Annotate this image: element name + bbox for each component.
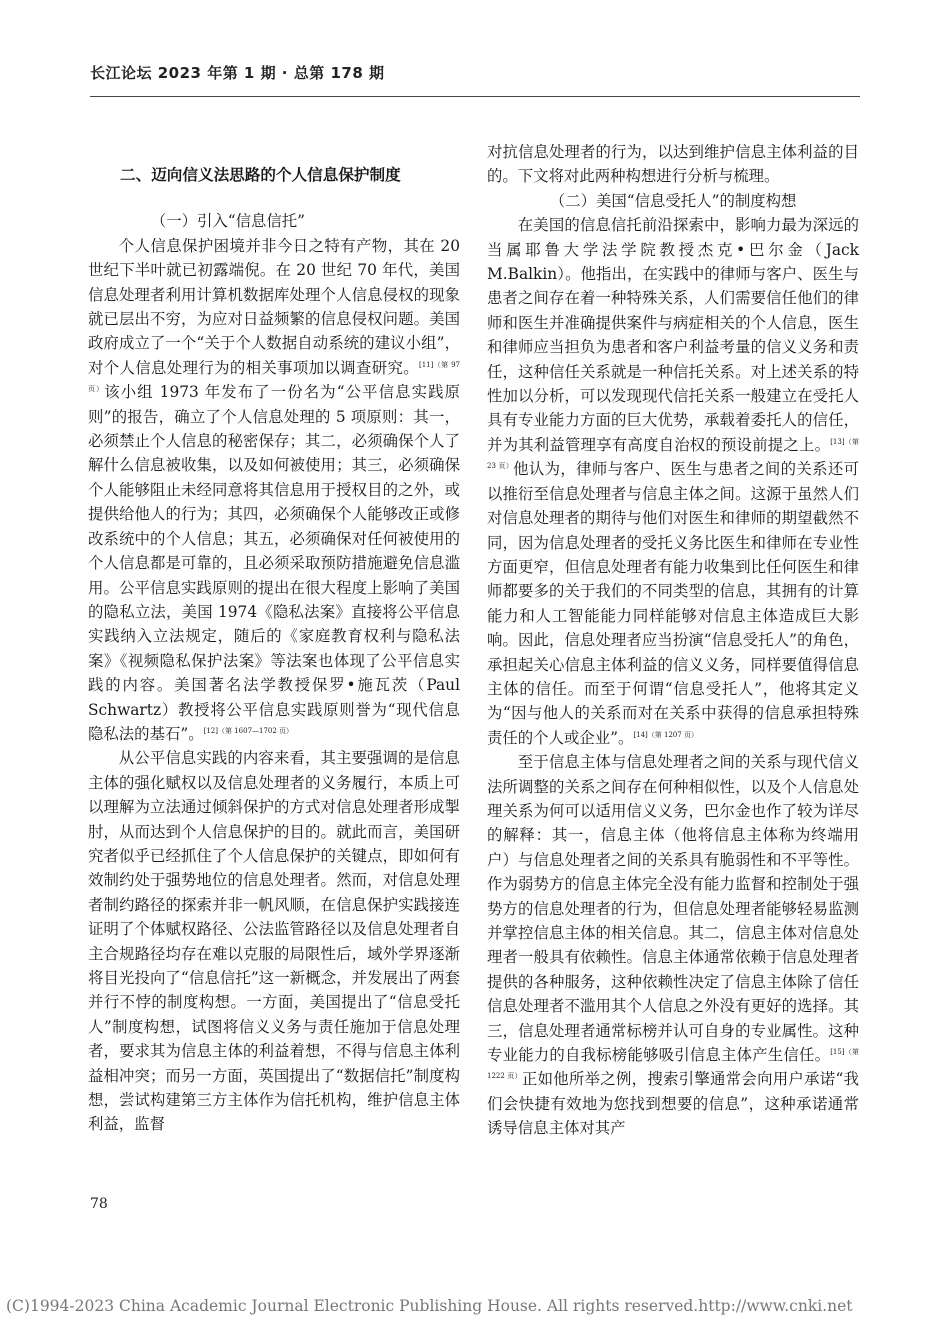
copyright-notice: (C)1994-2023 China Academic Journal Electronic Publishing House. All rights reserved.: [6, 1297, 699, 1315]
citation: [15]（第 1222 页）: [487, 1048, 859, 1081]
footer: [6, 1297, 944, 1315]
subsection-title: （一）引入“信息信托”: [150, 212, 306, 231]
subsection-title: （二）美国“信息受托人”的制度构想: [549, 191, 797, 210]
paragraph-text: 该小组 1973 年发布了一份名为“公平信息实践原则”的报告，确立了个人信息处理的 5 项原则：其一，必须禁止个人信息的秘密保存；其二，必须确保个人了解什么信息被收集，以及如何被使用；其三，必须确保个人能够阻止未经同意将其信息用于授权目的之外，或提供给他人的行为；其四，必须确保个人能够改正或修改系统中的个人信息；其五，必须确保对任何被使用的个人信息都是可靠的，且必须采取预防措施避免信息滥用。公平信息实践原则的提出在很大程度上影响了美国的隐私立法，美国 1974《隐私法案》直接将公平信息实践纳入立法规定，随后的《家庭教育权利与隐私法案》《视频隐私保护法案》等法案也体现了公平信息实践的内容。美国著名法学教授保罗•施瓦茨（Paul Schwartz）教授将公平信息实践原则誉为“现代信息隐私法的基石”。: [88, 383, 461, 743]
section-title: 二、迈向信义法思路的个人信息保护制度: [120, 166, 401, 184]
citation: [14]（第 1207 页）: [633, 730, 699, 739]
paragraph: [487, 213, 859, 750]
paragraph-text: 他认为，律师与客户、医生与患者之间的关系还可以推衍至信息处理者与信息主体之间。这源于虽然人们对信息处理者的期待与他们对医生和律师的期望截然不同，因为信息处理者的受托义务比医生和律师在专业性方面更窄，但信息处理者有能力收集到比任何医生和律师都要多的关于我们的不同类型的信息，其拥有的计算能力和人工智能能力同样能够对信息主体造成巨大影响。因此，信息处理者应当扮演“信息受托人”的角色，承担起关心信息主体利益的信义义务，同样要值得信息主体的信任。而至于何谓“信息受托人”，他将其定义为“因与他人的关系而对在关系中获得的信息承担特殊责任的个人或企业”。: [487, 460, 859, 747]
right-column: [487, 140, 859, 1141]
paragraph-text: 正如他所举之例，搜索引擎通常会向用户承诺“我们会快捷有效地为您找到想要的信息”，这种承诺通常诱导信息主体对其产: [487, 1070, 859, 1138]
left-column: [88, 163, 460, 1137]
paragraph: [88, 234, 460, 747]
citation: [11]（第 97 页）: [88, 360, 460, 394]
paragraph-text: 在美国的信息信托前沿探索中，影响力最为深远的当属耶鲁大学法学院教授杰克•巴尔金（Jack M.Balkin）。他指出，在实践中的律师与客户、医生与患者之间存在着一种特殊关系，人们需要信任他们的律师和医生并准确提供案件与病症相关的个人信息，医生和律师应当担负为患者和客户利益考量的信义义务和责任，这种信任关系就是一种信托关系。对上述关系的特性加以分析，可以发现现代信托关系一般建立在受托人具有专业能力方面的巨大优势，承载着委托人的信任，并为其利益管理享有高度自治权的预设前提之上。: [487, 216, 859, 454]
citation: [13]（第 23 页）: [487, 437, 859, 471]
page-number: 78: [90, 1196, 108, 1212]
header-divider: [90, 96, 860, 97]
journal-header: 长江论坛 2023 年第 1 期 · 总第 178 期: [90, 64, 385, 82]
paragraph: 对抗信息处理者的行为，以达到维护信息主体利益的目的。下文将对此两种构想进行分析与梳理。: [487, 143, 859, 186]
citation: [12]（第 1607—1702 页）: [203, 726, 294, 735]
paragraph-text: 个人信息保护困境并非今日之特有产物，其在 20 世纪下半叶就已初露端倪。在 20 世纪 70 年代，美国信息处理者利用计算机数据库处理个人信息侵权的现象就已层出不穷，为应对日益频繁的信息侵权问题。美国政府成立了一个“关于个人数据自动系统的建议小组”，对个人信息处理行为的相关事项加以调查研究。: [88, 236, 460, 377]
paragraph: 从公平信息实践的内容来看，其主要强调的是信息主体的强化赋权以及信息处理者的义务履行，本质上可以理解为立法通过倾斜保护的方式对信息处理者形成掣肘，从而达到个人信息保护的目的。就此而言，美国研究者似乎已经抓住了个人信息保护的关键点，即如何有效制约处于强势地位的信息处理者。然而，对信息处理者制约路径的探索并非一帆风顺，在信息保护实践接连证明了个体赋权路径、公法监管路径以及信息处理者自主合规路径均存在难以克服的局限性后，域外学界逐渐将目光投向了“信息信托”这一新概念，并发展出了两套并行不悖的制度构想。一方面，美国提出了“信息受托人”制度构想，试图将信义义务与责任施加于信息处理者，要求其为信息主体的利益着想，不得与信息主体利益相冲突；而另一方面，英国提出了“数据信托”制度构想，尝试构建第三方主体作为信托机构，维护信息主体利益，监督: [88, 749, 460, 1134]
paragraph: [487, 750, 859, 1141]
footer-link[interactable]: http://www.cnki.net: [698, 1297, 853, 1315]
paragraph-text: 至于信息主体与信息处理者之间的关系与现代信义法所调整的关系之间存在何种相似性，以及个人信息处理关系为何可以适用信义义务，巴尔金也作了较为详尽的解释：其一，信息主体（他将信息主体称为终端用户）与信息处理者之间的关系具有脆弱性和不平等性。作为弱势方的信息主体完全没有能力监督和控制处于强势方的信息处理者的行为，但信息处理者能够轻易监测并掌控信息主体的相关信息。其二，信息主体对信息处理者一般具有依赖性。信息主体通常依赖于信息处理者提供的各种服务，这种依赖性决定了信息主体除了信任信息处理者不滥用其个人信息之外没有更好的选择。其三，信息处理者通常标榜并认可自身的专业属性。这种专业能力的自我标榜能够吸引信息主体产生信任。: [487, 753, 859, 1065]
